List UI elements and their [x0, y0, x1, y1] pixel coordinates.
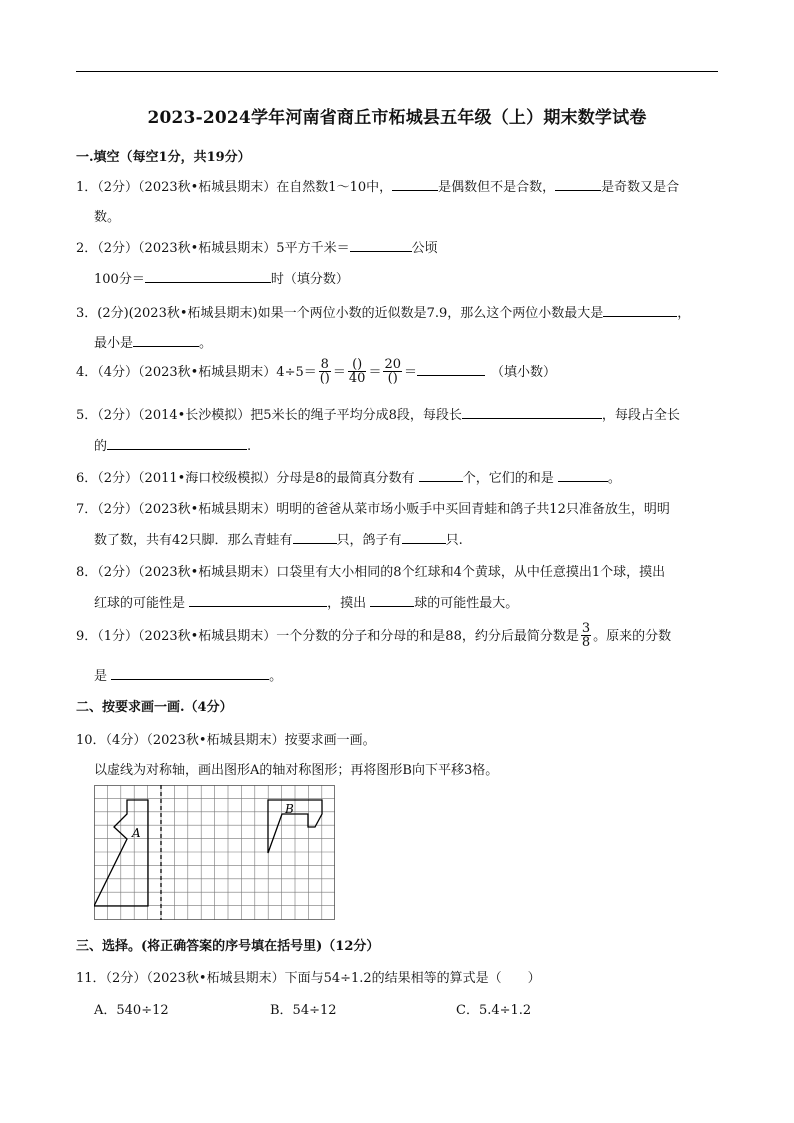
fraction: $\frac{20}{()}$ — [384, 357, 402, 386]
answer-blank[interactable] — [111, 668, 269, 680]
answer-blank[interactable] — [133, 335, 199, 347]
answer-blank[interactable] — [419, 470, 463, 482]
section-3-heading: 三、选择。(将正确答案的序号填在括号里)（12分） — [76, 939, 380, 954]
question-11: 11．（2分）（2023秋•柘城县期末）下面与54÷1.2的结果相等的算式是（ ） — [76, 971, 541, 986]
answer-blank[interactable] — [392, 179, 438, 191]
answer-blank[interactable] — [462, 407, 602, 419]
question-4: 4．（4分）（2023秋•柘城县期末）4÷5＝ $\frac{8}{()}$ ＝ $\frac{()}{40}$ ＝ $\frac{20}{()}$ ＝ （填小数） — [76, 357, 557, 386]
question-3-cont: 最小是 。 — [94, 336, 213, 351]
question-3: 3．(2分)(2023秋•柘城县期末)如果一个两位小数的近似数是7.9，那么这个两位小数最大是 ， — [76, 306, 691, 321]
answer-blank[interactable] — [603, 305, 677, 317]
option-b[interactable]: B．54÷12 — [270, 1003, 337, 1018]
question-8-cont: 红球的可能性是 ，摸出 球的可能性最大。 — [94, 596, 519, 611]
question-7: 7．（2分）（2023秋•柘城县期末）明明的爸爸从菜市场小贩手中买回青蛙和鸽子共12只准备放生，明明 — [76, 502, 670, 517]
answer-blank[interactable] — [350, 240, 412, 252]
question-5-cont: 的 . — [94, 439, 252, 454]
shape-b-label: B — [285, 802, 294, 816]
answer-blank[interactable] — [417, 364, 485, 376]
grid-lines — [94, 785, 335, 920]
question-10-instruction: 以虚线为对称轴，画出图形A的轴对称图形；再将图形B向下平移3格。 — [94, 763, 499, 778]
question-5: 5．（2分）（2014•长沙模拟）把5米长的绳子平均分成8段，每段长 ，每段占全长 — [76, 408, 680, 423]
fraction: $\frac{8}{()}$ — [319, 357, 330, 386]
question-9: 9．（1分）（2023秋•柘城县期末）一个分数的分子和分母的和是88，约分后最简分数是 $\frac{3}{8}$ 。原来的分数 — [76, 621, 672, 650]
option-a[interactable]: A．540÷12 — [94, 1003, 169, 1018]
grid-figure[interactable] — [94, 785, 336, 921]
answer-blank[interactable] — [558, 470, 608, 482]
answer-blank[interactable] — [189, 595, 327, 607]
answer-blank[interactable] — [293, 532, 337, 544]
question-1-cont: 数。 — [94, 210, 121, 225]
question-1: 1．（2分）（2023秋•柘城县期末）在自然数1～10中， 是偶数但不是合数， 是奇数又是合 — [76, 180, 680, 195]
question-6: 6．（2分）（2011•海口校级模拟）分母是8的最简真分数有 个，它们的和是 。 — [76, 471, 621, 486]
question-8: 8．（2分）（2023秋•柘城县期末）口袋里有大小相同的8个红球和4个黄球，从中任意摸出1个球，摸出 — [76, 565, 666, 580]
question-9-cont: 是 。 — [94, 669, 283, 684]
answer-blank[interactable] — [402, 532, 446, 544]
page-title: 2023-2024学年河南省商丘市柘城县五年级（上）期末数学试卷 — [147, 108, 647, 128]
option-c[interactable]: C．5.4÷1.2 — [456, 1003, 532, 1018]
answer-blank[interactable] — [107, 438, 247, 450]
question-2: 2．（2分）（2023秋•柘城县期末）5平方千米＝ 公顷 — [76, 241, 438, 256]
header-rule — [76, 71, 718, 72]
answer-blank[interactable] — [145, 271, 271, 283]
question-7-cont: 数了数，共有42只脚．那么青蛙有 只，鸽子有 只. — [94, 533, 463, 548]
section-1-heading: 一.填空（每空1分，共19分） — [76, 150, 251, 165]
fraction: $\frac{3}{8}$ — [581, 621, 591, 650]
shape-a-label: A — [132, 826, 141, 840]
question-10: 10．（4分）（2023秋•柘城县期末）按要求画一画。 — [76, 733, 376, 748]
answer-blank[interactable] — [555, 179, 601, 191]
section-2-heading: 二、按要求画一画.（4分） — [76, 700, 233, 715]
fraction: $\frac{()}{40}$ — [348, 357, 366, 386]
answer-blank[interactable] — [370, 595, 414, 607]
question-2-cont: 100分＝ 时（填分数） — [94, 272, 349, 287]
